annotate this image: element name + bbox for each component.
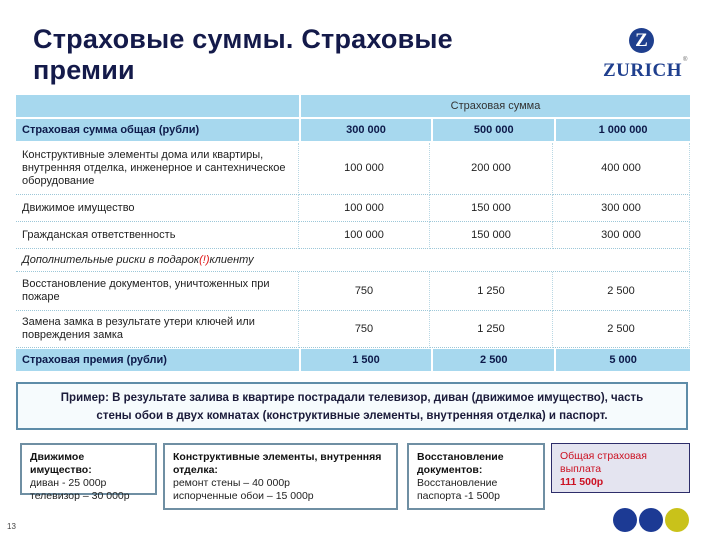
total-amount: 111 500р	[560, 476, 604, 488]
row-value: 300 000	[553, 195, 690, 222]
example-line2: стены обои в двух комнатах (конструктивные элементы, внутренняя отделка) и паспорт.	[96, 410, 608, 422]
premium-value-1: 1 500	[301, 349, 432, 371]
zurich-wordmark: ZURICH	[603, 60, 683, 81]
row-value: 100 000	[299, 222, 430, 249]
zurich-logo	[600, 25, 692, 85]
premium-row	[16, 349, 690, 371]
row-value: 2 500	[553, 272, 690, 311]
slide-title-line2: премии	[33, 55, 135, 85]
total-payout-box	[551, 443, 690, 493]
registered-mark: ®	[683, 57, 688, 63]
header-empty-cell	[16, 95, 299, 117]
premium-value-3: 5 000	[556, 349, 690, 371]
box-title: Восстановление документов:	[417, 451, 504, 476]
structural-elements-box	[163, 443, 398, 510]
movable-property-box	[20, 443, 157, 502]
box-title: Конструктивные элементы, внутренняя отделка:	[173, 451, 382, 476]
extra-risks-text: Дополнительные риски в подарок	[22, 253, 200, 266]
row-label: Движимое имущество	[16, 195, 299, 222]
row-value: 750	[299, 272, 430, 311]
zurich-z-icon: Z	[629, 28, 654, 53]
row-value: 300 000	[553, 222, 690, 249]
row-value: 400 000	[553, 143, 690, 195]
table-header-row	[16, 119, 690, 141]
row-label: Восстановление документов, уничтоженных при пожаре	[16, 272, 299, 311]
row-value: 150 000	[430, 195, 553, 222]
row-value: 200 000	[430, 143, 553, 195]
box-line: Восстановление паспорта -1 500р	[417, 477, 500, 502]
total-title: Общая страховая выплата	[560, 450, 647, 475]
table-row	[16, 195, 690, 222]
blue-dot-icon	[639, 508, 663, 532]
row-value: 2 500	[553, 311, 690, 348]
premium-value-2: 2 500	[433, 349, 554, 371]
group-header-insured-sum: Страховая сумма	[301, 95, 690, 117]
documents-box	[407, 443, 545, 510]
header-label: Страховая сумма общая (рубли)	[16, 119, 299, 141]
box-line: испорченные обои – 15 000р	[173, 490, 314, 502]
extra-risks-text-end: клиенту	[209, 253, 254, 266]
header-value-3: 1 000 000	[556, 119, 690, 141]
box-line: диван - 25 000р	[30, 477, 107, 489]
extra-risks-heading	[16, 249, 690, 272]
row-value: 100 000	[299, 143, 430, 195]
table-row	[16, 143, 690, 195]
row-value: 750	[299, 311, 430, 348]
row-label: Замена замка в результате утери ключей или повреждения замка	[16, 311, 299, 348]
slide-title	[33, 24, 553, 86]
table-group-header-row	[16, 95, 690, 117]
premium-label: Страховая премия (рубли)	[16, 349, 299, 371]
row-value: 1 250	[430, 272, 553, 311]
row-value: 1 250	[430, 311, 553, 348]
table-row	[16, 311, 690, 348]
page-number: 13	[7, 522, 16, 531]
header-value-1: 300 000	[301, 119, 432, 141]
example-line1: Пример: В результате залива в квартире пострадали телевизор, диван (движимое имущество), часть	[60, 392, 644, 404]
box-line: телевизор – 30 000р	[30, 490, 130, 502]
row-label: Гражданская ответственность	[16, 222, 299, 249]
table-row	[16, 222, 690, 249]
blue-dot-icon	[613, 508, 637, 532]
box-title: Движимое имущество:	[30, 451, 92, 476]
yellow-dot-icon	[665, 508, 689, 532]
exclamation-mark: (!)	[199, 253, 210, 266]
decorative-dots	[613, 508, 689, 532]
table-row	[16, 272, 690, 311]
row-label: Конструктивные элементы дома или квартиры, внутренняя отделка, инженерное и сантехническое оборудование	[16, 143, 299, 195]
box-line: ремонт стены – 40 000р	[173, 477, 291, 489]
extra-risks-section-row	[16, 249, 690, 272]
header-value-2: 500 000	[433, 119, 554, 141]
row-value: 150 000	[430, 222, 553, 249]
row-value: 100 000	[299, 195, 430, 222]
example-box	[16, 382, 688, 430]
slide-title-line1: Страховые суммы. Страховые	[33, 24, 453, 54]
